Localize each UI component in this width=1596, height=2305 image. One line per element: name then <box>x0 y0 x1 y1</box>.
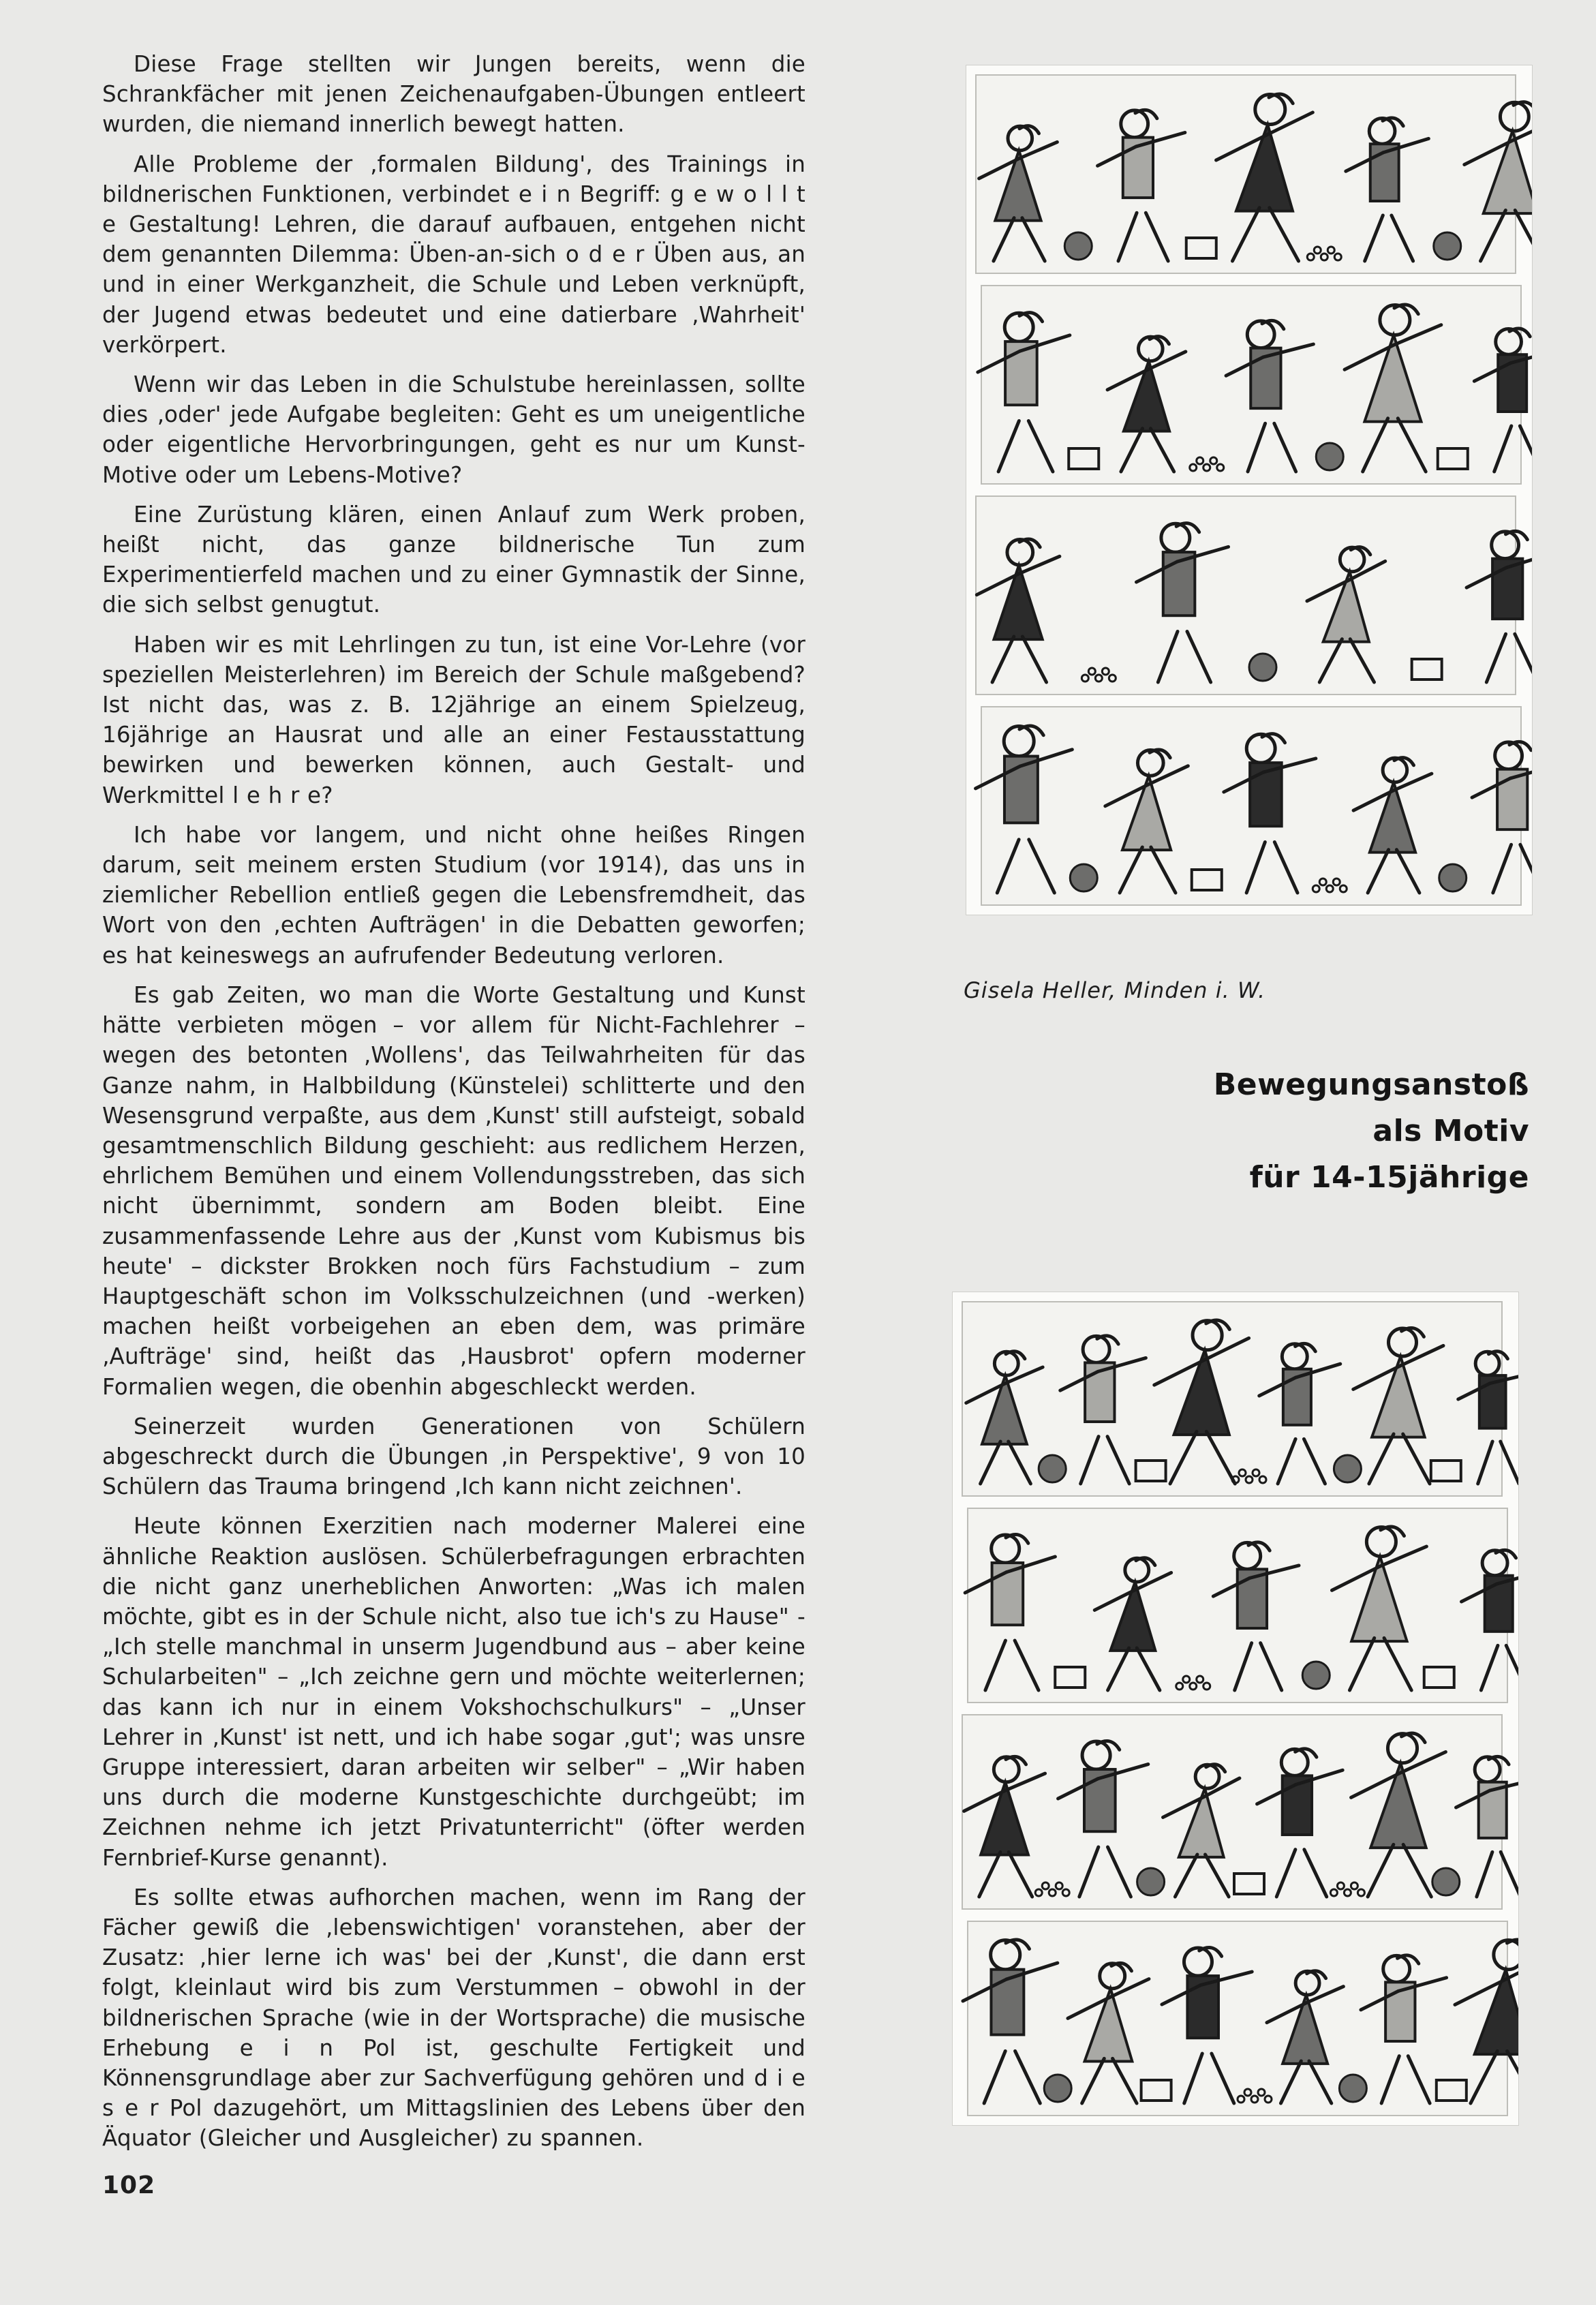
drawn-prop <box>1334 1455 1361 1482</box>
drawing-strip <box>962 1715 1518 1909</box>
paragraph: Heute können Exerzitien nach moderner Malerei eine ähnliche Reaktion auslösen. Schülerbefragungen erbrachten die nicht ganz unerheblichen Anworten: „Was ich malen möchte, gibt es in der Schule nicht, also tue ich's zu Hause" - „Ich stelle manchmal in unserm Jugendbund aus – aber keine Schularbeiten" – „Ich zeichne gern und möchte weiterlernen; das kann ich nur in einem Vokshochschulkurs" – „Unser Lehrer in ‚Kunst' ist nett, und ich habe sogar ‚gut'; was unsre Gruppe interessiert, daran arbeiten wir selber" – „Wir haben uns durch die moderne Kunstgeschichte durchgeübt; im Zeichnen nehme ich jetzt Privatunterricht" (öfter werden Fernbrief-Kurse genannt). <box>102 1513 805 1871</box>
drawing-strip <box>976 707 1532 905</box>
drawing-strip <box>965 1508 1518 1703</box>
drawing-strips-bottom <box>953 1292 1518 2125</box>
drawn-prop <box>1039 1455 1066 1482</box>
paragraph: Es sollte etwas aufhorchen machen, wenn im Rang der Fächer gewiß die ‚lebenswichtigen' voranstehen, aber der Zusatz: ‚hier lerne ich was' bei der ‚Kunst', die dann erst folgt, kleinlaut wird bis zum Verstummen – obwohl in der bildnerischen Sprache (wie in der Wortsprache) die musische Erhebung e i n Pol ist, geschulte Fertigkeit und Könnensgrundlage aber zur Sachverfügung gehören und d i e s e r Pol dazugehört, um Mittagslinien des Lebens über den Äquator (Gleicher und Ausgleicher) zu spannen. <box>102 1884 805 2152</box>
paragraph: Eine Zurüstung klären, einen Anlauf zum Werk proben, heißt nicht, das ganze bildnerische Tun zum Experimentierfeld machen und zu einer Gymnastik der Sinne, die sich selbst genugtut. <box>102 501 805 618</box>
drawing-strip <box>976 75 1532 273</box>
headline-line-1: Bewegungsanstoß <box>1213 1067 1529 1102</box>
headline-line-3: für 14-15jährige <box>1249 1160 1529 1195</box>
paragraph: Diese Frage stellten wir Jungen bereits, wenn die Schrankfächer mit jenen Zeichenaufgaben-Übungen entleert wurden, die niemand innerlich bewegt hatten. <box>102 51 805 138</box>
paragraph: Alle Probleme der ‚formalen Bildung', des Trainings in bildnerischen Funktionen, verbindet e i n Begriff: g e w o l l t e Gestaltung! Lehren, die darauf aufbauen, entgehen nicht dem genannten Dilemma: Üben-an-sich o d e r Üben aus, an und in einer Werkganzheit, die Schule und Leben verknüpft, der Jugend etwas bedeutet und eine datierbare ‚Wahrheit' verkörpert. <box>102 151 805 358</box>
drawn-prop <box>1070 864 1097 891</box>
student-drawing-top <box>966 65 1532 915</box>
paragraph: Ich habe vor langem, und nicht ohne heißes Ringen darum, seit meinem ersten Studium (vor 1914), das uns in ziemlicher Rebellion entließ gegen die Lebensfremdheit, das Wort von den ‚echten Aufträgen' in die Debatten geworfen; es hat keineswegs an aufrufender Bedeutung verloren. <box>102 821 805 968</box>
page-number: 102 <box>102 2171 156 2199</box>
drawn-prop <box>1432 1868 1460 1895</box>
article-text-column <box>102 49 805 2163</box>
drawn-prop <box>1339 2075 1366 2102</box>
drawn-prop <box>1302 1662 1330 1689</box>
paragraph: Es gab Zeiten, wo man die Worte Gestaltung und Kunst hätte verbieten mögen – vor allem für Nicht-Fachlehrer – wegen des betonten ‚Wollens', das Teilwahrheiten für das Ganze nahm, in Halbbildung (Künstelei) schlitterte und den Wesensgrund verpaßte, aus dem ‚Kunst' still aufsteigt, sobald gesamtmenschlich Bildung geschieht: aus redlichem Herzen, ehrlichem Bemühen und einem Vollendungsstreben, das sich nicht übernimmt, sondern am Boden bleibt. Eine zusammenfassende Lehre aus der ‚Kunst vom Kubismus bis heute' – dickster Brokken noch fürs Fachstudium – zum Hauptgeschäft schon im Volksschulzeichnen (und -werken) machen heißt vorbeigehen an eben dem, was primäre ‚Aufträge' sind, heißt das ‚Hausbrot' opfern moderner Formalien wegen, die obenhin abgeschleckt werden. <box>102 981 805 1400</box>
drawing-strip <box>963 1921 1518 2116</box>
drawn-prop <box>1044 2075 1071 2102</box>
drawing-strip <box>962 1302 1518 1496</box>
section-headline <box>1118 1062 1529 1201</box>
drawn-prop <box>1064 232 1092 260</box>
drawn-prop <box>1434 232 1461 260</box>
headline-line-2: als Motiv <box>1372 1114 1529 1148</box>
drawn-prop <box>1316 443 1343 470</box>
drawing-strip <box>978 286 1532 484</box>
drawing-strip <box>976 496 1532 694</box>
paragraph: Wenn wir das Leben in die Schulstube hereinlassen, sollte dies ‚oder' jede Aufgabe begleiten: Geht es um uneigentliche oder eigentliche Hervorbringungen, geht es nur um Kunst-Motive oder um Lebens-Motive? <box>102 371 805 488</box>
student-drawing-bottom <box>953 1292 1518 2125</box>
paragraph: Haben wir es mit Lehrlingen zu tun, ist eine Vor-Lehre (vor speziellen Meisterlehren) im Bereich der Schule maßgebend? Ist nicht das, was z. B. 12jährige an einem Spielzeug, 16jährige an Hausrat und alle an einer Festausstattung bewirken und bewerken können, auch Gestalt- und Werkmittel l e h r e? <box>102 631 805 808</box>
drawn-prop <box>1249 654 1276 681</box>
artwork-caption: Gisela Heller, Minden i. W. <box>964 977 1266 1003</box>
drawn-prop <box>1137 1868 1165 1895</box>
drawing-strips-top <box>966 65 1532 915</box>
drawn-prop <box>1439 864 1467 891</box>
paragraph: Seinerzeit wurden Generationen von Schülern abgeschreckt durch die Übungen ‚in Perspektive', 9 von 10 Schülern das Trauma bringend ‚Ich kann nicht zeichnen'. <box>102 1413 805 1500</box>
